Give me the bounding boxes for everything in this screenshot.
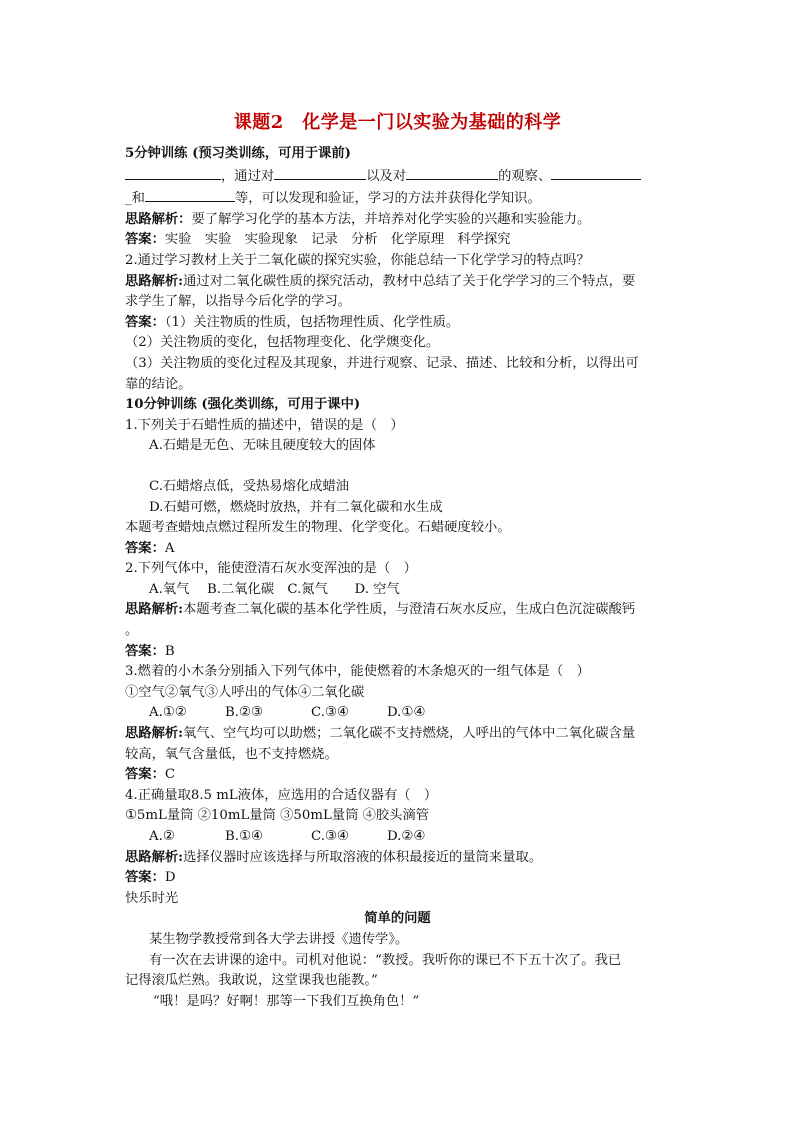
question-3-items: ①空气②氧气③人呼出的气体④二氧化碳 — [125, 684, 365, 700]
fill-blank — [145, 187, 235, 202]
answer: 答案：D — [125, 870, 176, 886]
option: A.①② — [149, 705, 187, 721]
answer: 答案：实验 实验 实验现象 记录 分析 化学原理 科学探究 — [125, 232, 511, 248]
page-title: 课题2 化学是一门以实验为基础的科学 — [233, 112, 562, 133]
question-1-line-2: _和 等，可以发现和验证，学习的方法并获得化学知识。 — [125, 187, 670, 210]
section-heading-10min: 10分钟训练 (强化类训练，可用于课中) — [125, 397, 361, 413]
fill-blank — [125, 165, 221, 180]
question-1-line-1: ，通过对 以及对 的观察、 — [125, 165, 670, 188]
analysis: 思路解析：要了解学习化学的基本方法，并培养对化学实验的兴趣和实验能力。 — [125, 211, 591, 227]
story-paragraph-cont: 记得滚瓜烂熟。我敢说，这堂课我也能教。” — [125, 973, 378, 989]
option-d: D.石蜡可燃，燃烧时放热，并有二氧化碳和水生成 — [149, 499, 443, 515]
fill-blank — [551, 165, 641, 180]
question-2: 2.通过学习教材上关于二氧化碳的探究实验，你能总结一下化学学习的特点吗？ — [125, 252, 590, 268]
option: B.②③ — [225, 705, 263, 721]
section-heading-5min: 5分钟训练 (预习类训练，可用于课前) — [125, 146, 351, 161]
options — [125, 703, 670, 724]
answer: 答案：A — [125, 540, 175, 556]
question-2: 2.下列气体中，能使澄清石灰水变浑浊的是（ ） — [125, 561, 417, 577]
analysis-cont: 。 — [125, 623, 139, 639]
answer-item: 靠的结论。 — [125, 376, 192, 392]
story-paragraph: “哦！是吗？好啊！那等一下我们互换角色！” — [153, 993, 420, 1009]
option: B.①④ — [225, 829, 263, 844]
answer-item: （3）关注物质的变化过程及其现象，并进行观察、记录、描述、比较和分析，以得出可 — [125, 355, 639, 371]
option-c: C.石蜡熔点低，受热易熔化成蜡油 — [149, 478, 350, 494]
option-a: A.石蜡是无色、无味且硬度较大的固体 — [149, 438, 376, 454]
option: D.①④ — [387, 705, 426, 721]
answer: 答案：（1）关注物质的性质，包括物理性质、化学性质。 — [125, 314, 460, 330]
option: A.② — [149, 829, 175, 844]
fun-section-label: 快乐时光 — [125, 890, 179, 906]
analysis: 思路解析:本题考查二氧化碳的基本化学性质，与澄清石灰水反应，生成白色沉淀碳酸钙 — [125, 602, 636, 618]
options: A.氧气 B.二氧化碳 C.氮气 D. 空气 — [149, 581, 400, 597]
option: D.②④ — [387, 829, 426, 844]
question-4: 4.正确量取8.5 mL液体，应选用的合适仪器有（ ） — [125, 787, 438, 803]
option: C.③④ — [311, 829, 349, 844]
analysis: 思路解析:通过对二氧化碳性质的探究活动，教材中总结了关于化学学习的三个特点，要 — [125, 273, 636, 289]
options — [125, 827, 670, 848]
analysis-cont: 较高，氧气含量低，也不支持燃烧。 — [125, 746, 338, 762]
answer: 答案：C — [125, 767, 176, 783]
question-1: 1.下列关于石蜡性质的描述中，错误的是（ ） — [125, 417, 404, 433]
story-paragraph: 某生物学教授常到各大学去讲授《遗传学》。 — [149, 931, 409, 947]
spacer — [125, 457, 670, 477]
option: C.③④ — [311, 705, 349, 721]
note: 本题考查蜡烛点燃过程所发生的物理、化学变化。石蜡硬度较小。 — [125, 520, 511, 536]
story-title: 简单的问题 — [364, 911, 431, 927]
question-3: 3.燃着的小木条分别插入下列气体中，能使燃着的木条熄灭的一组气体是（ ） — [125, 664, 590, 680]
answer: 答案：B — [125, 643, 175, 659]
answer-item: （2）关注物质的变化，包括物理变化、化学燠变化。 — [125, 335, 440, 351]
question-4-items: ①5mL量筒 ②10mL量筒 ③50mL量筒 ④胶头滴管 — [125, 808, 430, 824]
story-paragraph: 有一次在去讲课的途中。司机对他说：“教授。我听你的课已不下五十次了。我已 — [149, 952, 622, 968]
document-page — [125, 108, 670, 1012]
analysis-cont: 求学生了解，以指导今后化学的学习。 — [125, 294, 352, 310]
analysis: 思路解析:选择仪器时应该选择与所取溶液的体积最接近的量筒来量取。 — [125, 849, 543, 865]
fill-blank — [274, 165, 366, 180]
analysis: 思路解析:氧气、空气均可以助燃；二氧化碳不支持燃烧，人呼出的气体中二氧化碳含量 — [125, 726, 636, 742]
fill-blank — [406, 165, 498, 180]
